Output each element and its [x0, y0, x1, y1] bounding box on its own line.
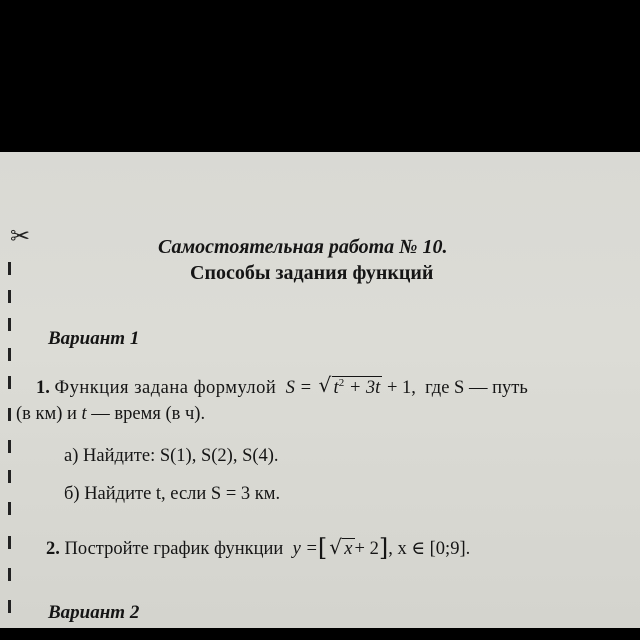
- cut-dash: [8, 376, 11, 389]
- worksheet-title: Самостоятельная работа № 10.: [158, 236, 448, 258]
- task1-part-b: б) Найдите t, если S = 3 км.: [64, 484, 281, 504]
- cut-dash: [8, 470, 11, 483]
- task1-sqrt: [318, 373, 383, 399]
- task2-text: Постройте график функции: [64, 539, 284, 559]
- task1-line2-t: t: [81, 404, 87, 424]
- task1-part-a: а) Найдите: S(1), S(2), S(4).: [64, 446, 279, 466]
- task2-line: [46, 534, 470, 562]
- cut-dash: [8, 408, 11, 421]
- task2-sqrt: [329, 535, 354, 560]
- task2-radicand: x: [344, 539, 353, 559]
- task1-line2: [16, 404, 205, 425]
- variant-1-heading: Вариант 1: [48, 328, 140, 349]
- cut-dash: [8, 262, 11, 275]
- task2-plus-two: + 2: [354, 539, 379, 559]
- radical-sign-icon: √: [318, 373, 332, 397]
- radicand-exponent: 2: [338, 377, 345, 389]
- radical-sign-icon: √: [329, 535, 343, 559]
- task1-where: где S — путь: [425, 378, 528, 399]
- task1-formula-lhs: S =: [285, 378, 312, 399]
- task1-intro: Функция задана формулой: [54, 378, 277, 399]
- cut-dash: [8, 318, 11, 331]
- task1-number: 1.: [36, 378, 50, 399]
- radicand-t: t: [333, 378, 339, 399]
- task1-line1: [36, 373, 528, 399]
- task2-formula-lhs: y =: [292, 539, 318, 559]
- scissors-icon: ✂: [10, 222, 31, 250]
- cut-dash: [8, 290, 11, 303]
- variant-2-heading: Вариант 2: [48, 602, 140, 623]
- cut-dash: [8, 348, 11, 361]
- background-strip: [0, 628, 640, 640]
- radicand-rest: + 3t: [344, 378, 381, 399]
- right-bracket-icon: ]: [378, 534, 389, 562]
- cut-dash: [8, 536, 11, 549]
- cut-dash: [8, 600, 11, 613]
- task2-domain: , x ∈ [0;9].: [388, 539, 471, 559]
- cut-line: [8, 152, 31, 628]
- left-bracket-icon: [: [317, 534, 328, 562]
- task1-line2-b: — время (в ч).: [86, 404, 206, 424]
- task1-line2-a: (в км) и: [16, 404, 82, 424]
- cut-dash: [8, 568, 11, 581]
- worksheet-subtitle: Способы задания функций: [190, 262, 434, 284]
- worksheet-page: [0, 152, 640, 628]
- cut-dash: [8, 440, 11, 453]
- cut-dash: [8, 502, 11, 515]
- task2-number: 2.: [46, 539, 60, 559]
- task1-formula-tail: + 1,: [386, 378, 416, 399]
